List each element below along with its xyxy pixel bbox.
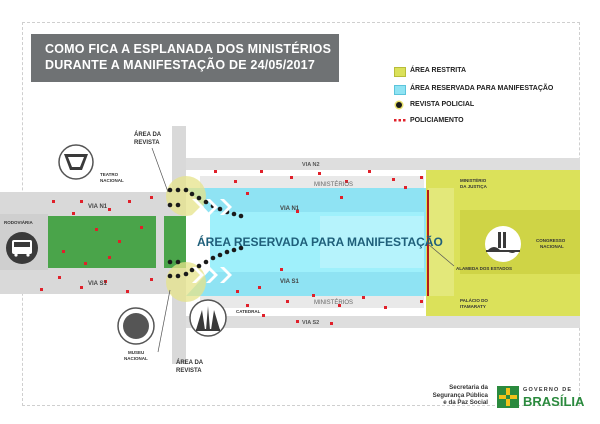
rodoviaria-label: RODOVIÁRIA (4, 220, 33, 225)
gov-brasilia-logo (497, 384, 585, 412)
cross-road-2 (156, 216, 164, 268)
congresso-label: CONGRESSO NACIONAL (536, 238, 566, 249)
cathedral-icon (190, 300, 226, 336)
ministerios-bottom-label: MINISTÉRIOS (314, 300, 354, 306)
legend-label: ÁREA RESTRITA (410, 67, 466, 74)
via-s1-label-right: VIA S1 (280, 279, 299, 285)
congress-icon (485, 226, 521, 262)
gov-small-text: GOVERNO DE (523, 387, 573, 393)
secretaria-text: Secretaria da Segurança Pública e da Paz Social (432, 384, 488, 406)
legend-label: POLICIAMENTO (410, 117, 464, 124)
reserved-area-label: ÁREA RESERVADA PARA MANIFESTAÇÃO (197, 235, 443, 249)
via-n2-strip-right (426, 158, 580, 170)
museu-label: MUSEU NACIONAL (124, 350, 148, 361)
title-line-1: COMO FICA A ESPLANADA DOS MINISTÉRIOS (45, 42, 332, 56)
via-n2-label: VIA N2 (302, 162, 320, 168)
legend-label: REVISTA POLICIAL (410, 101, 475, 108)
ministerios-blocks-top (200, 176, 424, 190)
teatro-label: TEATRO NACIONAL (100, 172, 124, 183)
catedral-label: CATEDRAL (236, 309, 261, 314)
gov-big-text: BRASÍLIA (523, 394, 585, 409)
brasilia-logo-icon (497, 386, 519, 408)
via-n1-label-left: VIA N1 (88, 204, 108, 210)
green-mall-mid (164, 216, 186, 268)
justica-label: MINISTÉRIO DA JUSTIÇA (460, 178, 487, 189)
title-line-2: DURANTE A MANIFESTAÇÃO DE 24/05/2017 (45, 58, 315, 72)
revista-pointer-top (152, 148, 168, 192)
revista-pointer-bottom (158, 290, 170, 352)
itamaraty-label: PALÁCIO DO ITAMARATY (460, 298, 488, 309)
via-n1-label-right: VIA N1 (280, 206, 300, 212)
via-s2-label: VIA S2 (302, 320, 320, 326)
ministerios-top-label: MINISTÉRIOS (314, 182, 354, 188)
museum-icon (118, 308, 154, 344)
theatre-icon (59, 145, 93, 179)
bus-icon (6, 232, 38, 264)
revista-top-label: ÁREA DA REVISTA (134, 132, 162, 146)
via-s2-strip-right (426, 316, 580, 328)
legend-label: ÁREA RESERVADA PARA MANIFESTAÇÃO (410, 85, 554, 92)
via-s1-label-left: VIA S1 (88, 281, 107, 287)
revista-bottom-label: ÁREA DA REVISTA (176, 360, 204, 374)
alameda-label: ALAMEDA DOS ESTADOS (456, 266, 513, 271)
